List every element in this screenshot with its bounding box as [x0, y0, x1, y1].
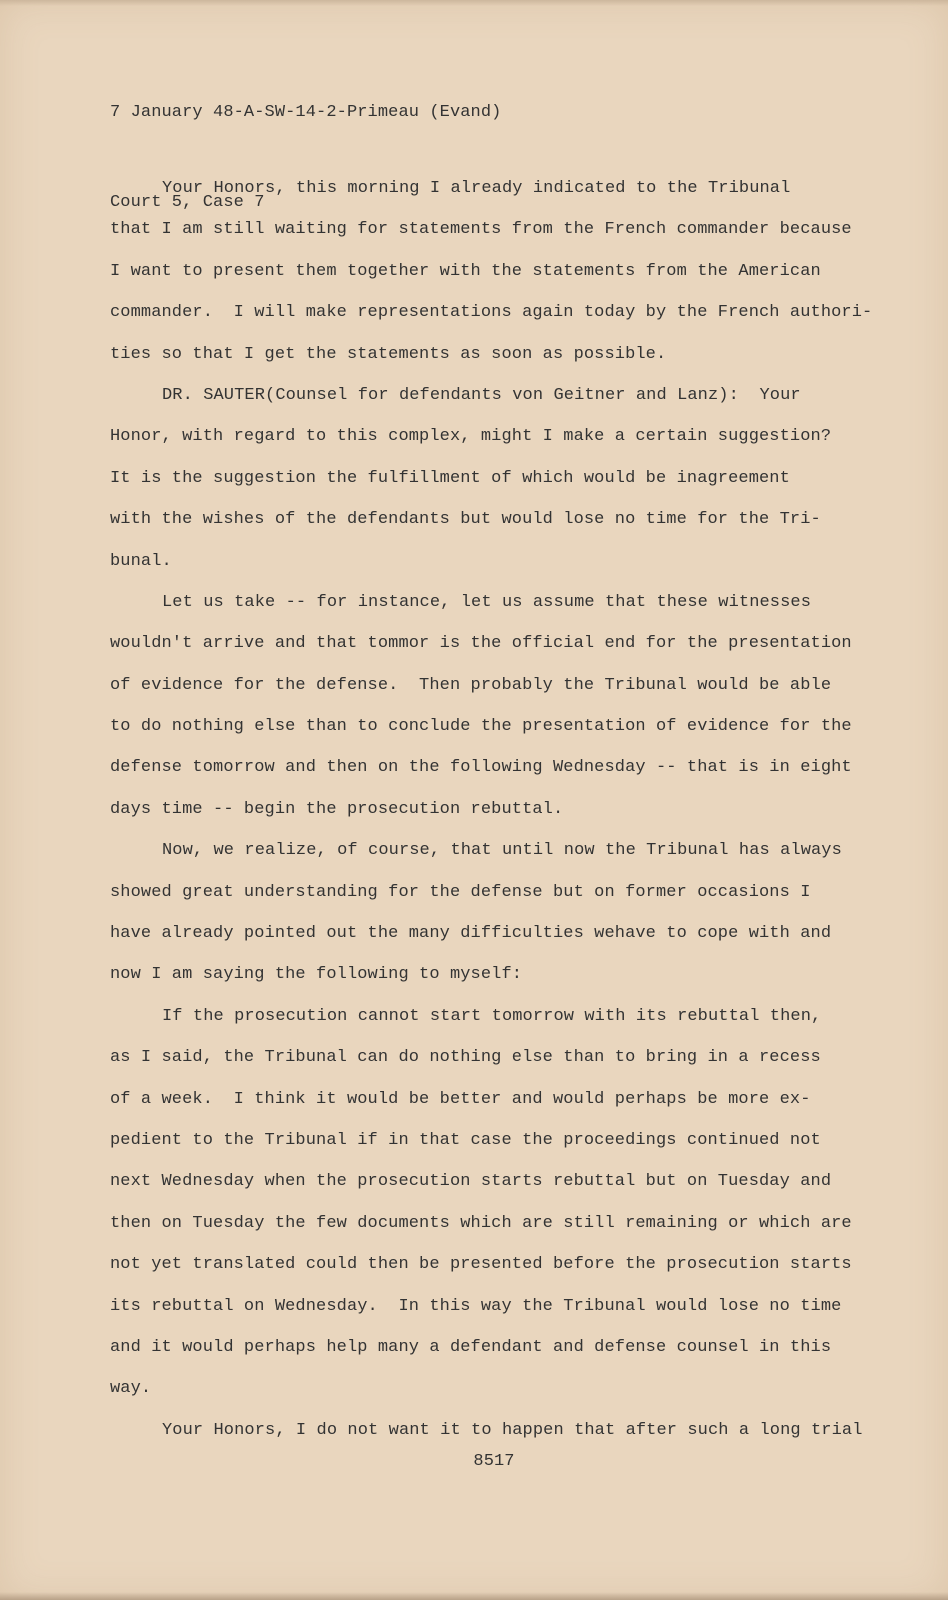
header-court-case: Court 5, Case 7 [110, 193, 265, 212]
header-date-reference: 7 January 48-A-SW-14-2-Primeau (Evand) [110, 103, 502, 122]
text-line: DR. SAUTER(Counsel for defendants von Geitner and Lanz): Your [162, 385, 801, 405]
text-line: days time -- begin the prosecution rebuttal. [110, 799, 564, 819]
text-line: with the wishes of the defendants but would lose no time for the Tri- [110, 510, 821, 530]
text-line: Your Honors, this morning I already indicated to the Tribunal [162, 179, 791, 198]
text-line: showed great understanding for the defense but on former occasions I [110, 882, 811, 902]
text-line: Honor, with regard to this complex, might I make a certain suggestion? [110, 427, 832, 447]
text-line: that I am still waiting for statements from the French commander because [110, 220, 852, 240]
text-line: and it would perhaps help many a defendant and defense counsel in this [110, 1337, 832, 1357]
text-line: have already pointed out the many difficulties wehave to cope with and [110, 924, 832, 944]
text-line: pedient to the Tribunal if in that case the proceedings continued not [110, 1130, 821, 1150]
text-line: next Wednesday when the prosecution starts rebuttal but on Tuesday and [110, 1172, 832, 1192]
text-line: of a week. I think it would be better and would perhaps be more ex- [110, 1089, 811, 1109]
page-number: 8517 [473, 1452, 515, 1471]
text-line: then on Tuesday the few documents which are still remaining or which are [110, 1213, 852, 1233]
text-line: It is the suggestion the fulfillment of which would be inagreement [110, 468, 790, 488]
text-line: Now, we realize, of course, that until now the Tribunal has always [162, 841, 842, 861]
text-line: If the prosecution cannot start tomorrow with its rebuttal then, [162, 1006, 822, 1026]
text-line: commander. I will make representations again today by the French authori- [110, 303, 873, 323]
text-line: its rebuttal on Wednesday. In this way the Tribunal would lose no time [110, 1296, 842, 1316]
text-line: now I am saying the following to myself: [110, 965, 523, 985]
text-line: of evidence for the defense. Then probably the Tribunal would be able [110, 675, 832, 695]
text-line: as I said, the Tribunal can do nothing else than to bring in a recess [110, 1048, 821, 1068]
transcript-body [110, 168, 874, 1451]
text-line: wouldn't arrive and that tommor is the official end for the presentation [110, 634, 852, 654]
text-line: Let us take -- for instance, let us assume that these witnesses [162, 592, 812, 612]
text-line: ties so that I get the statements as soon as possible. [110, 344, 667, 364]
text-line: to do nothing else than to conclude the presentation of evidence for the [110, 717, 852, 737]
text-line: way. [110, 1379, 152, 1399]
text-line: I want to present them together with the statements from the American [110, 261, 821, 281]
text-line: Your Honors, I do not want it to happen that after such a long trial [162, 1420, 863, 1440]
text-line: bunal. [110, 551, 172, 571]
text-line: not yet translated could then be presented before the prosecution starts [110, 1255, 852, 1275]
text-line: defense tomorrow and then on the following Wednesday -- that is in eight [110, 758, 852, 778]
